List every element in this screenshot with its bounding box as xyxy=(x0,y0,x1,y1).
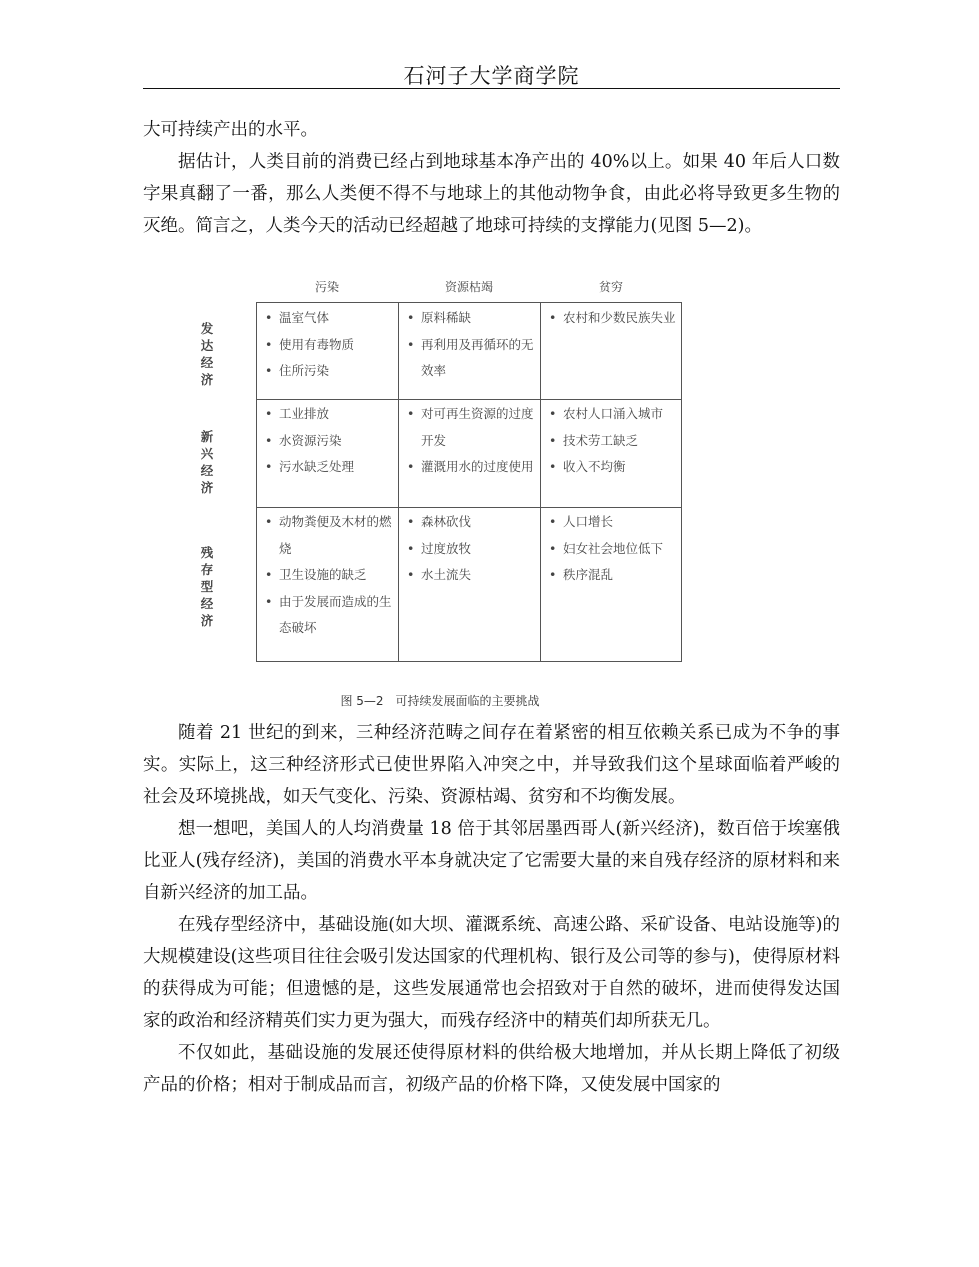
list-item: • 动物粪便及木材的燃烧 xyxy=(263,509,395,562)
list-item: • 使用有毒物质 xyxy=(263,332,395,359)
page-header-title: 石河子大学商学院 xyxy=(403,64,580,88)
paragraph: 据估计，人类目前的消费已经占到地球基本净产出的 40%以上。如果 40 年后人口数字果真翻了一番，那么人类便不得不与地球上的其他动物争食，由此必将导致更多生物的灭绝。简言之，人类今天的活动已经超越了地球可持续的支撑能力(见图 5—2)。 xyxy=(143,152,840,236)
list-item: • 收入不均衡 xyxy=(547,454,679,481)
list-item: • 灌溉用水的过度使用 xyxy=(405,454,537,481)
list-item: • 住所污染 xyxy=(263,358,395,385)
row-header-developed: 发达经济 xyxy=(200,321,214,387)
list-item: • 温室气体 xyxy=(263,305,395,332)
column-header-resource-depletion: 资源枯竭 xyxy=(444,280,493,294)
paragraph: 在残存型经济中，基础设施(如大坝、灌溉系统、高速公路、采矿设备、电站设施等)的大规模建设(这些项目往往会吸引发达国家的代理机构、银行及公司等的参与)，使得原材料的获得成为可能；但遗憾的是，这些发展通常也会招致对于自然的破坏，进而使得发达国家的政治和经济精英们实力更为强大，而残存经济中的精英们却所获无几。 xyxy=(143,915,840,1031)
paragraph: 不仅如此，基础设施的发展还使得原材料的供给极大地增加，并从长期上降低了初级产品的价格；相对于制成品而言，初级产品的价格下降，又使发展中国家的 xyxy=(143,1043,840,1095)
grid-divider xyxy=(257,507,681,508)
cell-developed-poverty xyxy=(547,305,679,332)
list-item: • 污水缺乏处理 xyxy=(263,454,395,481)
column-header-pollution: 污染 xyxy=(314,280,339,294)
cell-emerging-pollution xyxy=(263,401,395,481)
cell-survival-poverty xyxy=(547,509,679,589)
list-item: • 再利用及再循环的无效率 xyxy=(405,332,537,385)
list-item: • 人口增长 xyxy=(547,509,679,536)
list-item: • 农村和少数民族失业 xyxy=(547,305,679,332)
list-item: • 技术劳工缺乏 xyxy=(547,428,679,455)
grid-divider xyxy=(257,399,681,400)
cell-developed-pollution xyxy=(263,305,395,385)
paragraph-continuation: 大可持续产出的水平。 xyxy=(143,120,318,140)
list-item: • 卫生设施的缺乏 xyxy=(263,562,395,589)
challenge-matrix xyxy=(256,302,682,662)
cell-developed-resources xyxy=(405,305,537,385)
top-text-block xyxy=(143,114,840,242)
header-rule xyxy=(143,88,840,89)
list-item: • 工业排放 xyxy=(263,401,395,428)
list-item: • 秩序混乱 xyxy=(547,562,679,589)
cell-emerging-poverty xyxy=(547,401,679,481)
row-header-survival: 残存型经济 xyxy=(200,545,214,628)
paragraph: 想一想吧，美国人的人均消费量 18 倍于其邻居墨西哥人(新兴经济)，数百倍于埃塞俄比亚人(残存经济)，美国的消费水平本身就决定了它需要大量的来自残存经济的原材料和来自新兴经济的加工品。 xyxy=(143,819,840,903)
cell-survival-resources xyxy=(405,509,537,589)
list-item: • 原料稀缺 xyxy=(405,305,537,332)
list-item: • 水土流失 xyxy=(405,562,537,589)
bottom-text-block xyxy=(143,717,840,1101)
list-item: • 过度放牧 xyxy=(405,536,537,563)
list-item: • 农村人口涌入城市 xyxy=(547,401,679,428)
column-header-poverty: 贫穷 xyxy=(598,280,623,294)
figure-caption: 图 5—2 可持续发展面临的主要挑战 xyxy=(340,694,540,708)
figure-5-2 xyxy=(190,272,690,712)
list-item: • 妇女社会地位低下 xyxy=(547,536,679,563)
list-item: • 水资源污染 xyxy=(263,428,395,455)
list-item: • 对可再生资源的过度开发 xyxy=(405,401,537,454)
paragraph: 随着 21 世纪的到来，三种经济范畴之间存在着紧密的相互依赖关系已成为不争的事实。实际上，这三种经济形式已使世界陷入冲突之中，并导致我们这个星球面临着严峻的社会及环境挑战，如天气变化、污染、资源枯竭、贫穷和不均衡发展。 xyxy=(143,723,840,807)
grid-divider xyxy=(398,303,399,661)
list-item: • 由于发展而造成的生态破坏 xyxy=(263,589,395,642)
row-header-emerging: 新兴经济 xyxy=(200,429,214,495)
cell-survival-pollution xyxy=(263,509,395,642)
cell-emerging-resources xyxy=(405,401,537,481)
list-item: • 森林砍伐 xyxy=(405,509,537,536)
grid-divider xyxy=(540,303,541,661)
